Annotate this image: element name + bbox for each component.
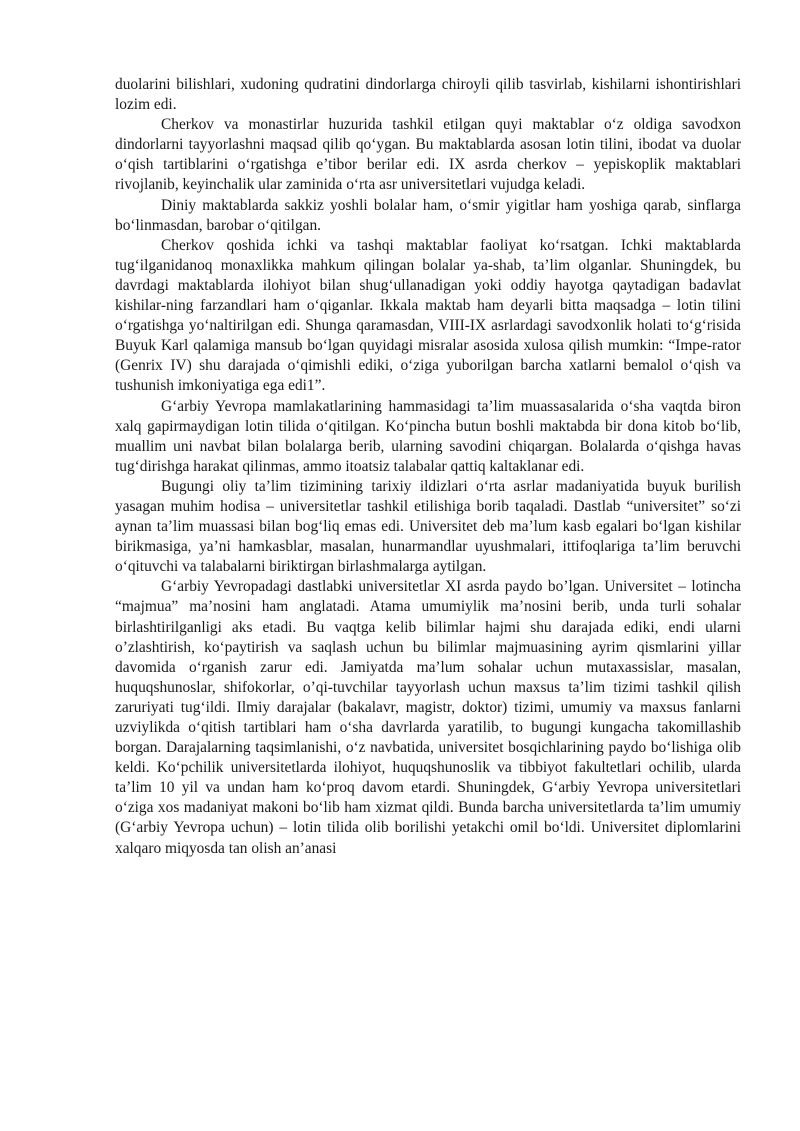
paragraph-inner-outer-schools: Cherkov qoshida ichki va tashqi maktablar faoliyat ko‘rsatgan. Ichki maktablarda tug‘ilganidanoq monaxlikka mahkum qilingan bolalar ya-shab, ta’lim olganlar. Shuningdek, bu davrdagi maktablarda ilohiyot bilan shug‘ullanadigan yoki oddiy hayotga qaytadigan badavlat kishilar-ning farzandlari ham o‘qiganlar. Ikkala maktab ham deyarli bitta maqsadga – lotin tilini o‘rgatishga yo‘naltirilgan edi. Shunga qaramasdan, VIII-IX asrlardagi savodxonlik holati to‘g‘risida Buyuk Karl qalamiga mansub bo‘lgan quyidagi misralar asosida xulosa qilish mumkin: “Impe-rator (Genrix IV) shu darajada o‘qimishli ediki, o‘ziga yuborilgan barcha xatlarni bemalol o‘qish va tushunish imkoniyatiga ega edi1”. <box>115 236 741 395</box>
paragraph-religious-schools: Diniy maktablarda sakkiz yoshli bolalar ham, o‘smir yigitlar ham yoshiga qarab, sinflarga bo‘linmasdan, barobar o‘qitilgan. <box>115 196 741 234</box>
paragraph-latin-education: G‘arbiy Yevropa mamlakatlarining hammasidagi ta’lim muassasalarida o‘sha vaqtda biron xalq gapirmaydigan lotin tilida o‘qitilgan. Ko‘pincha butun boshli maktabda bir dona kitob bo‘lib, muallim uni navbat bilan bolalarga berib, ularning savodini chiqargan. Bolalarda o‘qishga havas tug‘dirishga harakat qilinmas, ammo itoatsiz talabalar qattiq kaltaklanar edi. <box>115 397 741 475</box>
paragraph-church-schools: Cherkov va monastirlar huzurida tashkil etilgan quyi maktablar o‘z oldiga savodxon dindorlarni tayyorlashni maqsad qilib qo‘ygan. Bu maktablarda asosan lotin tilini, ibodat va duolar o‘qish tartiblarini o‘rgatishga e’tibor berilar edi. IX asrda cherkov – yepiskoplik maktablari rivojlanib, keyinchalik ular zaminida o‘rta asr universitetlari vujudga keladi. <box>115 116 741 194</box>
paragraph-first-universities: G‘arbiy Yevropadagi dastlabki universitetlar XI asrda paydo bo’lgan. Universitet – lotincha “majmua” ma’nosini ham anglatadi. Atama umumiylik ma’nosini berib, unda turli sohalar birlashtirilganligi aks etadi. Bu vaqtga kelib bilimlar hajmi shu darajada ediki, endi ularni o’zlashtirish, ko‘paytirish va saqlash uchun bu bilimlar majmuasining ayrim qismlarini yillar davomida o‘rganish zarur edi. Jamiyatda ma’lum sohalar uchun mutaxassislar, masalan, huquqshunoslar, shifokorlar, o’qi-tuvchilar tayyorlash uchun maxsus ta’lim tizimi tashkil qilish zaruriyati tug‘ildi. Ilmiy darajalar (bakalavr, magistr, doktor) tizimi, umumiy va maxsus fanlarni uzviylikda o‘qitish tartiblari ham o‘sha davrlarda yaratilib, to bugungi kungacha takomillashib borgan. Darajalarning taqsimlanishi, o‘z navbatida, universitet bosqichlarining paydo bo‘lishiga olib keldi. Ko‘pchilik universitetlarda ilohiyot, huquqshunoslik va tibbiyot fakultetlari ochilib, ularda ta’lim 10 yil va undan ham ko‘proq davom etardi. Shuningdek, G‘arbiy Yevropa universitetlari o‘ziga xos madaniyat makoni bo‘lib ham xizmat qildi. Bunda barcha universitetlarda ta’lim umumiy (G‘arbiy Yevropa uchun) – lotin tilida olib borilishi yetakchi omil bo‘ldi. Universitet diplomlarini xalqaro miqyosda tan olish an’anasi <box>115 578 741 857</box>
document-page <box>115 75 741 859</box>
paragraph-continuation: duolarini bilishlari, xudoning qudratini dindorlarga chiroyli qilib tasvirlab, kishilarni ishontirishlari lozim edi. <box>115 76 741 114</box>
paragraph-university-roots: Bugungi oliy ta’lim tizimining tarixiy ildizlari o‘rta asrlar madaniyatida buyuk burilish yasagan muhim hodisa – universitetlar tashkil etilishiga borib taqaladi. Dastlab “universitet” so‘zi aynan ta’lim muassasi bilan bog‘liq emas edi. Universitet deb ma’lum kasb egalari bo‘lgan kishilar birikmasiga, ya’ni hamkasblar, masalan, hunarmandlar uyushmalari, ittifoqlariga ta’lim beruvchi o‘qituvchi va talabalarni biriktirgan birlashmalarga aytilgan. <box>115 477 741 576</box>
